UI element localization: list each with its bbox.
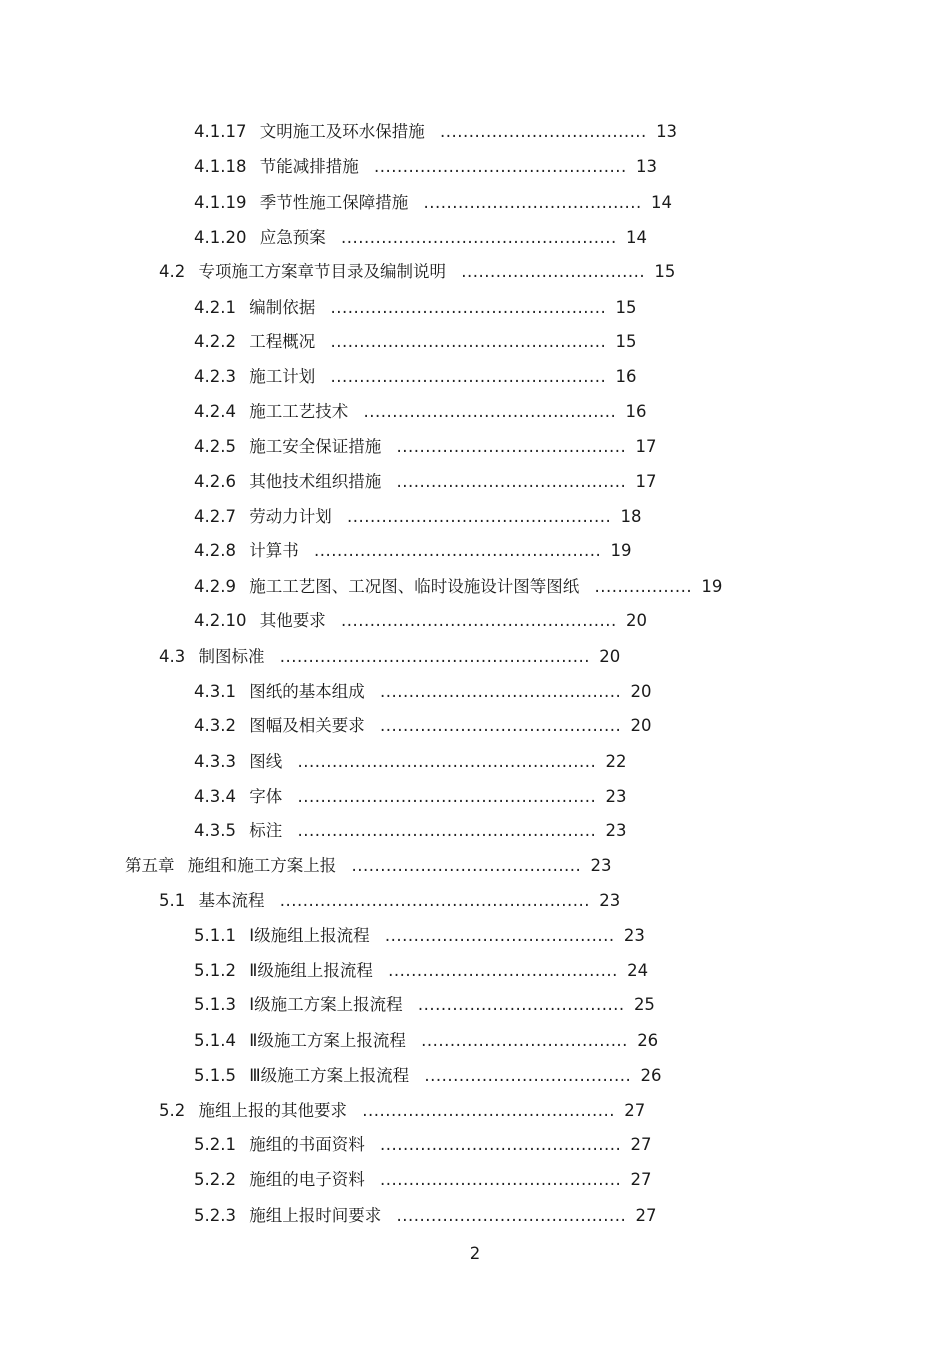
toc-entry-4-1-18	[194, 155, 657, 179]
toc-entry-title: 编制依据	[249, 298, 316, 317]
toc-entry-4-3-4	[194, 785, 626, 809]
toc-entry-number: 4.2.4	[194, 402, 236, 421]
toc-entry-4-3-2	[194, 714, 652, 738]
toc-entry-4-3	[159, 645, 620, 669]
toc-entry-5-2-3	[194, 1204, 657, 1228]
toc-entry-title: 施工工艺技术	[249, 402, 349, 421]
toc-entry-leader: ....................................	[417, 995, 625, 1014]
toc-entry-title: Ⅲ级施工方案上报流程	[249, 1066, 410, 1085]
toc-entry-5-2-2	[194, 1168, 652, 1192]
toc-entry-title: 制图标准	[198, 647, 265, 666]
toc-entry-number: 4.3.1	[194, 682, 236, 701]
toc-entry-number: 4.1.20	[194, 228, 247, 247]
toc-entry-page: 19	[610, 541, 632, 560]
toc-entry-leader: ....................................................	[297, 752, 597, 771]
toc-entry-number: 5.1.4	[194, 1031, 236, 1050]
toc-entry-4-3-5	[194, 819, 626, 843]
toc-entry-page: 15	[615, 332, 637, 351]
toc-entry-number: 4.2.6	[194, 472, 236, 491]
toc-entry-number: 第五章	[125, 856, 175, 875]
toc-entry-number: 4.1.17	[194, 122, 247, 141]
toc-entry-number: 4.3.5	[194, 821, 236, 840]
toc-entry-page: 23	[605, 821, 627, 840]
toc-entry-page: 17	[635, 437, 657, 456]
toc-entry-number: 4.3.4	[194, 787, 236, 806]
toc-entry-number: 4.2.9	[194, 577, 236, 596]
toc-entry-title: 施组上报的其他要求	[198, 1101, 347, 1120]
toc-entry-5-1	[159, 889, 620, 913]
toc-entry-leader: ....................................	[421, 1031, 628, 1050]
toc-entry-4-2-9	[194, 575, 722, 599]
toc-entry-leader: ........................................	[396, 1206, 627, 1225]
toc-entry-4-2-1	[194, 296, 637, 320]
toc-entry-number: 4.2.7	[194, 507, 236, 526]
toc-entry-4-2-5	[194, 435, 657, 459]
toc-entry-page: 13	[656, 122, 678, 141]
toc-entry-leader: ............................................	[362, 1101, 616, 1120]
toc-entry-leader: ........................................	[388, 961, 618, 980]
toc-entry-title: 施组的电子资料	[249, 1170, 365, 1189]
toc-entry-leader: ................................	[461, 262, 646, 281]
page-number: 2	[469, 1244, 481, 1263]
toc-entry-4-3-1	[194, 680, 652, 704]
toc-entry-page: 26	[637, 1031, 659, 1050]
toc-entry-number: 4.2.1	[194, 298, 236, 317]
toc-entry-4-2-6	[194, 470, 657, 494]
toc-entry-leader: ......................................................	[279, 891, 590, 910]
toc-entry-4-2-4	[194, 400, 647, 424]
toc-entry-page: 16	[615, 367, 637, 386]
toc-entry-4-2	[159, 260, 675, 284]
toc-entry-title: 施工工艺图、工况图、临时设施设计图等图纸	[249, 577, 580, 596]
toc-entry-5-2-1	[194, 1133, 652, 1157]
toc-entry-leader: ....................................	[439, 122, 647, 141]
toc-entry-page: 27	[635, 1206, 657, 1225]
toc-entry-title: 文明施工及环水保措施	[259, 122, 425, 141]
toc-entry-page: 15	[615, 298, 637, 317]
toc-entry-title: 节能减排措施	[259, 157, 359, 176]
toc-entry-4-1-19	[194, 191, 672, 215]
toc-entry-number: 5.2.3	[194, 1206, 236, 1225]
toc-entry-leader: ....................................................	[297, 821, 597, 840]
toc-entry-number: 4.2.10	[194, 611, 247, 630]
toc-entry-title: Ⅰ级施工方案上报流程	[249, 995, 403, 1014]
toc-entry-number: 5.1.2	[194, 961, 236, 980]
toc-entry-title: 应急预案	[259, 228, 326, 247]
toc-entry-5-1-5	[194, 1064, 661, 1088]
toc-entry-number: 4.3.2	[194, 716, 236, 735]
toc-entry-leader: ................................................	[330, 298, 607, 317]
toc-entry-page: 24	[627, 961, 649, 980]
toc-entry-leader: ............................................	[363, 402, 617, 421]
toc-entry-title: Ⅰ级施组上报流程	[249, 926, 370, 945]
toc-entry-page: 20	[626, 611, 647, 630]
toc-entry-4-2-7	[194, 505, 642, 529]
toc-entry-page: 19	[701, 577, 723, 596]
toc-entry-page: 20	[630, 682, 652, 701]
toc-entry-page: 20	[599, 647, 621, 666]
toc-entry-leader: ........................................	[384, 926, 615, 945]
toc-entry-title: 施组上报时间要求	[249, 1206, 382, 1225]
toc-entry-4-1-17	[194, 120, 677, 144]
toc-entry-leader: ........................................	[351, 856, 582, 875]
toc-entry-leader: ............................................	[373, 157, 627, 176]
toc-entry-number: 5.2.1	[194, 1135, 236, 1154]
toc-entry-leader: .................	[594, 577, 693, 596]
toc-entry-number: 5.1.3	[194, 995, 236, 1014]
toc-entry-page: 27	[624, 1101, 646, 1120]
toc-entry-number: 4.3	[159, 647, 186, 666]
toc-entry-title: 图线	[249, 752, 283, 771]
toc-entry-page: 23	[623, 926, 645, 945]
toc-entry-number: 5.1.1	[194, 926, 236, 945]
toc-entry-5-1-3	[194, 993, 655, 1017]
toc-entry-page: 26	[640, 1066, 662, 1085]
toc-entry-leader: ....................................................	[297, 787, 597, 806]
toc-entry-leader: ......................................	[423, 193, 642, 212]
toc-entry-page: 25	[633, 995, 655, 1014]
toc-entry-title: 施工安全保证措施	[249, 437, 382, 456]
toc-entry-title: 施工计划	[249, 367, 316, 386]
toc-entry-title: 其他要求	[259, 611, 326, 630]
toc-entry-number: 5.1	[159, 891, 186, 910]
toc-entry-leader: ................................................	[340, 611, 617, 630]
toc-entry-page: 23	[599, 891, 621, 910]
toc-entry-title: 施组的书面资料	[249, 1135, 365, 1154]
toc-entry-title: 计算书	[249, 541, 299, 560]
toc-entry-page: 17	[635, 472, 657, 491]
toc-entry-page: 18	[620, 507, 642, 526]
toc-entry-number: 4.2	[159, 262, 186, 281]
toc-entry-leader: ..........................................	[379, 682, 622, 701]
toc-entry-number: 5.1.5	[194, 1066, 236, 1085]
toc-entry-4-2-2	[194, 330, 637, 354]
toc-entry-title: 工程概况	[249, 332, 316, 351]
toc-entry-number: 4.2.2	[194, 332, 236, 351]
toc-entry-5-1-1	[194, 924, 645, 948]
toc-entry-title: 标注	[249, 821, 283, 840]
toc-entry-leader: ..................................................	[313, 541, 602, 560]
toc-entry-number: 4.2.5	[194, 437, 236, 456]
toc-entry-number: 4.2.3	[194, 367, 236, 386]
toc-entry-page: 14	[651, 193, 673, 212]
toc-entry-title: 季节性施工保障措施	[259, 193, 409, 212]
toc-entry-number: 4.1.18	[194, 157, 247, 176]
toc-entry-leader: ................................................	[330, 332, 607, 351]
toc-entry-title: 图幅及相关要求	[249, 716, 365, 735]
toc-entry-leader: ......................................................	[279, 647, 590, 666]
toc-entry-page: 23	[590, 856, 612, 875]
toc-entry-page: 27	[630, 1170, 652, 1189]
toc-entry-leader: ..........................................	[379, 716, 622, 735]
toc-entry-chapter-5	[125, 854, 612, 878]
toc-entry-page: 23	[605, 787, 627, 806]
toc-entry-4-2-10	[194, 609, 647, 633]
toc-entry-page: 22	[605, 752, 627, 771]
toc-entry-number: 5.2.2	[194, 1170, 236, 1189]
toc-entry-leader: ....................................	[424, 1066, 632, 1085]
toc-entry-4-3-3	[194, 750, 626, 774]
toc-entry-leader: ................................................	[340, 228, 617, 247]
toc-entry-page: 13	[636, 157, 658, 176]
toc-entry-5-1-2	[194, 959, 648, 983]
toc-entry-leader: ..........................................	[379, 1170, 622, 1189]
toc-entry-leader: ..............................................	[346, 507, 612, 526]
toc-entry-4-1-20	[194, 226, 647, 250]
toc-entry-page: 27	[630, 1135, 652, 1154]
toc-entry-title: 劳动力计划	[249, 507, 332, 526]
toc-entry-number: 5.2	[159, 1101, 186, 1120]
toc-entry-title: 其他技术组织措施	[249, 472, 382, 491]
toc-entry-4-2-8	[194, 539, 631, 563]
toc-entry-5-1-4	[194, 1029, 658, 1053]
toc-entry-number: 4.2.8	[194, 541, 236, 560]
toc-entry-4-2-3	[194, 365, 637, 389]
toc-entry-leader: ........................................	[396, 437, 627, 456]
toc-entry-title: Ⅱ级施工方案上报流程	[249, 1031, 406, 1050]
toc-entry-number: 4.1.19	[194, 193, 247, 212]
toc-entry-title: Ⅱ级施组上报流程	[249, 961, 373, 980]
toc-entry-page: 20	[630, 716, 652, 735]
toc-entry-title: 专项施工方案章节目录及编制说明	[198, 262, 446, 281]
toc-entry-title: 图纸的基本组成	[249, 682, 365, 701]
toc-entry-leader: ................................................	[330, 367, 607, 386]
toc-entry-page: 16	[625, 402, 647, 421]
toc-entry-title: 基本流程	[198, 891, 265, 910]
toc-entry-page: 15	[654, 262, 676, 281]
toc-entry-leader: ........................................	[396, 472, 627, 491]
toc-entry-leader: ..........................................	[379, 1135, 622, 1154]
toc-entry-5-2	[159, 1099, 645, 1123]
toc-entry-page: 14	[626, 228, 647, 247]
toc-entry-number: 4.3.3	[194, 752, 236, 771]
toc-entry-title: 字体	[249, 787, 283, 806]
toc-entry-title: 施组和施工方案上报	[187, 856, 337, 875]
